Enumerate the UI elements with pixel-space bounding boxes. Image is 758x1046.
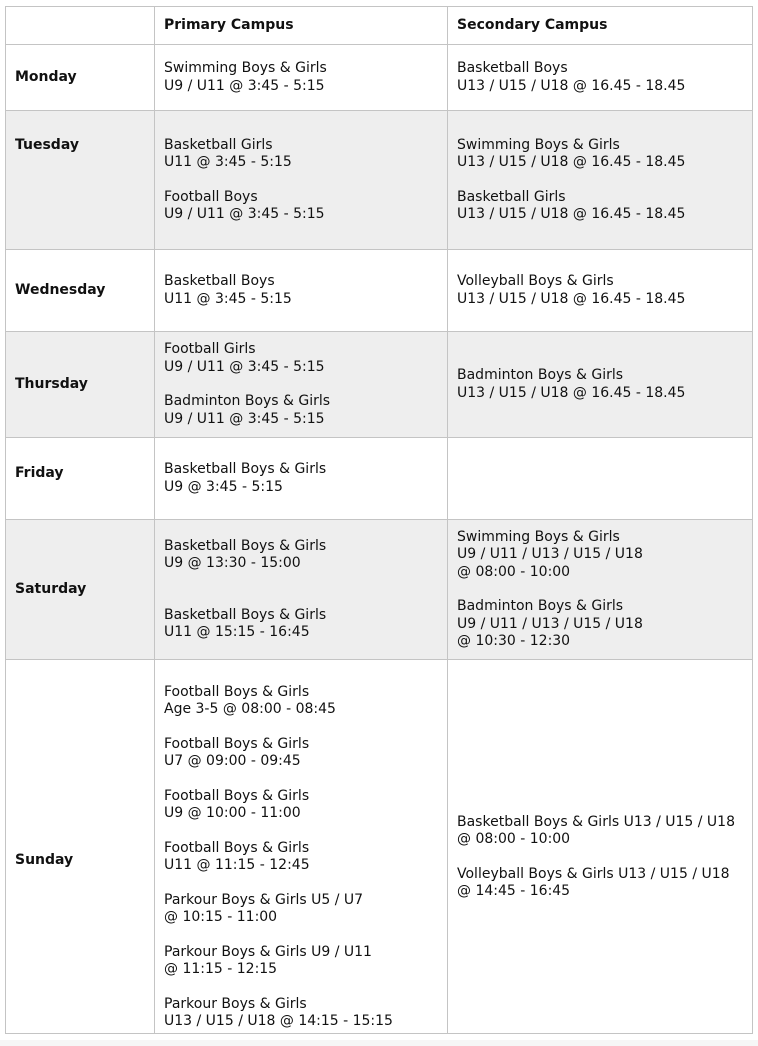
schedule-table bbox=[5, 6, 753, 1034]
activity-entry: Parkour Boys & Girls U9 / U11 @ 11:15 - 12:15 bbox=[164, 943, 372, 977]
primary-cell bbox=[155, 660, 448, 1034]
schedule-row-tuesday bbox=[6, 111, 753, 250]
secondary-cell bbox=[448, 111, 753, 250]
activity-entry: Football Boys & Girls U7 @ 09:00 - 09:45 bbox=[164, 735, 310, 769]
day-label: Thursday bbox=[6, 332, 155, 438]
activity-entry: Volleyball Boys & Girls U13 / U15 / U18 @ 16.45 - 18.45 bbox=[457, 273, 686, 307]
activity-entry: Parkour Boys & Girls U13 / U15 / U18 @ 14:15 - 15:15 bbox=[164, 995, 393, 1029]
primary-cell bbox=[155, 250, 448, 332]
day-label: Tuesday bbox=[6, 111, 155, 250]
day-label: Saturday bbox=[6, 520, 155, 660]
day-label: Monday bbox=[6, 45, 155, 111]
header-secondary-campus: Secondary Campus bbox=[448, 7, 753, 45]
activity-entry: Parkour Boys & Girls U5 / U7 @ 10:15 - 11:00 bbox=[164, 891, 364, 925]
primary-cell bbox=[155, 45, 448, 111]
secondary-cell-empty bbox=[448, 438, 753, 520]
activity-entry: Basketball Girls U13 / U15 / U18 @ 16.45 - 18.45 bbox=[457, 188, 686, 222]
secondary-cell bbox=[448, 520, 753, 660]
activity-entry: Badminton Boys & Girls U9 / U11 / U13 / U15 / U18 @ 10:30 - 12:30 bbox=[457, 598, 643, 649]
activity-entry: Swimming Boys & Girls U13 / U15 / U18 @ 16.45 - 18.45 bbox=[457, 136, 686, 170]
day-label: Wednesday bbox=[6, 250, 155, 332]
secondary-cell bbox=[448, 45, 753, 111]
header-row bbox=[6, 7, 753, 45]
activity-entry: Football Girls U9 / U11 @ 3:45 - 5:15 bbox=[164, 341, 325, 375]
activity-entry: Basketball Boys & Girls U9 @ 3:45 - 5:15 bbox=[164, 461, 327, 495]
schedule-row-sunday bbox=[6, 660, 753, 1034]
activity-entry: Football Boys & Girls U9 @ 10:00 - 11:00 bbox=[164, 787, 310, 821]
primary-cell bbox=[155, 438, 448, 520]
day-label: Friday bbox=[6, 438, 155, 520]
header-day bbox=[6, 7, 155, 45]
page-bottom-strip bbox=[0, 1040, 758, 1046]
secondary-cell bbox=[448, 332, 753, 438]
activity-entry: Basketball Girls U11 @ 3:45 - 5:15 bbox=[164, 136, 292, 170]
activity-entry: Basketball Boys U11 @ 3:45 - 5:15 bbox=[164, 273, 292, 307]
schedule-row-monday bbox=[6, 45, 753, 111]
activity-entry: Basketball Boys & Girls U11 @ 15:15 - 16:45 bbox=[164, 606, 327, 640]
schedule-row-thursday bbox=[6, 332, 753, 438]
activity-entry: Football Boys & Girls Age 3-5 @ 08:00 - 08:45 bbox=[164, 683, 336, 717]
activity-entry: Swimming Boys & Girls U9 / U11 / U13 / U15 / U18 @ 08:00 - 10:00 bbox=[457, 528, 643, 580]
activity-entry: Badminton Boys & Girls U9 / U11 @ 3:45 - 5:15 bbox=[164, 393, 331, 427]
schedule-row-wednesday bbox=[6, 250, 753, 332]
activity-entry: Badminton Boys & Girls U13 / U15 / U18 @ 16.45 - 18.45 bbox=[457, 367, 686, 401]
schedule-row-saturday bbox=[6, 520, 753, 660]
secondary-cell bbox=[448, 660, 753, 1034]
primary-cell bbox=[155, 332, 448, 438]
activity-entry: Volleyball Boys & Girls U13 / U15 / U18 @ 14:45 - 16:45 bbox=[457, 865, 730, 899]
schedule-row-friday bbox=[6, 438, 753, 520]
header-primary-campus: Primary Campus bbox=[155, 7, 448, 45]
activity-entry: Basketball Boys U13 / U15 / U18 @ 16.45 - 18.45 bbox=[457, 60, 686, 94]
activity-entry: Football Boys & Girls U11 @ 11:15 - 12:45 bbox=[164, 839, 310, 873]
primary-cell bbox=[155, 520, 448, 660]
primary-cell bbox=[155, 111, 448, 250]
activity-entry: Basketball Boys & Girls U13 / U15 / U18 @ 08:00 - 10:00 bbox=[457, 813, 735, 847]
day-label: Sunday bbox=[6, 660, 155, 1034]
activity-entry: Swimming Boys & Girls U9 / U11 @ 3:45 - 5:15 bbox=[164, 60, 327, 94]
secondary-cell bbox=[448, 250, 753, 332]
activity-entry: Basketball Boys & Girls U9 @ 13:30 - 15:00 bbox=[164, 537, 327, 571]
activity-entry: Football Boys U9 / U11 @ 3:45 - 5:15 bbox=[164, 188, 325, 222]
